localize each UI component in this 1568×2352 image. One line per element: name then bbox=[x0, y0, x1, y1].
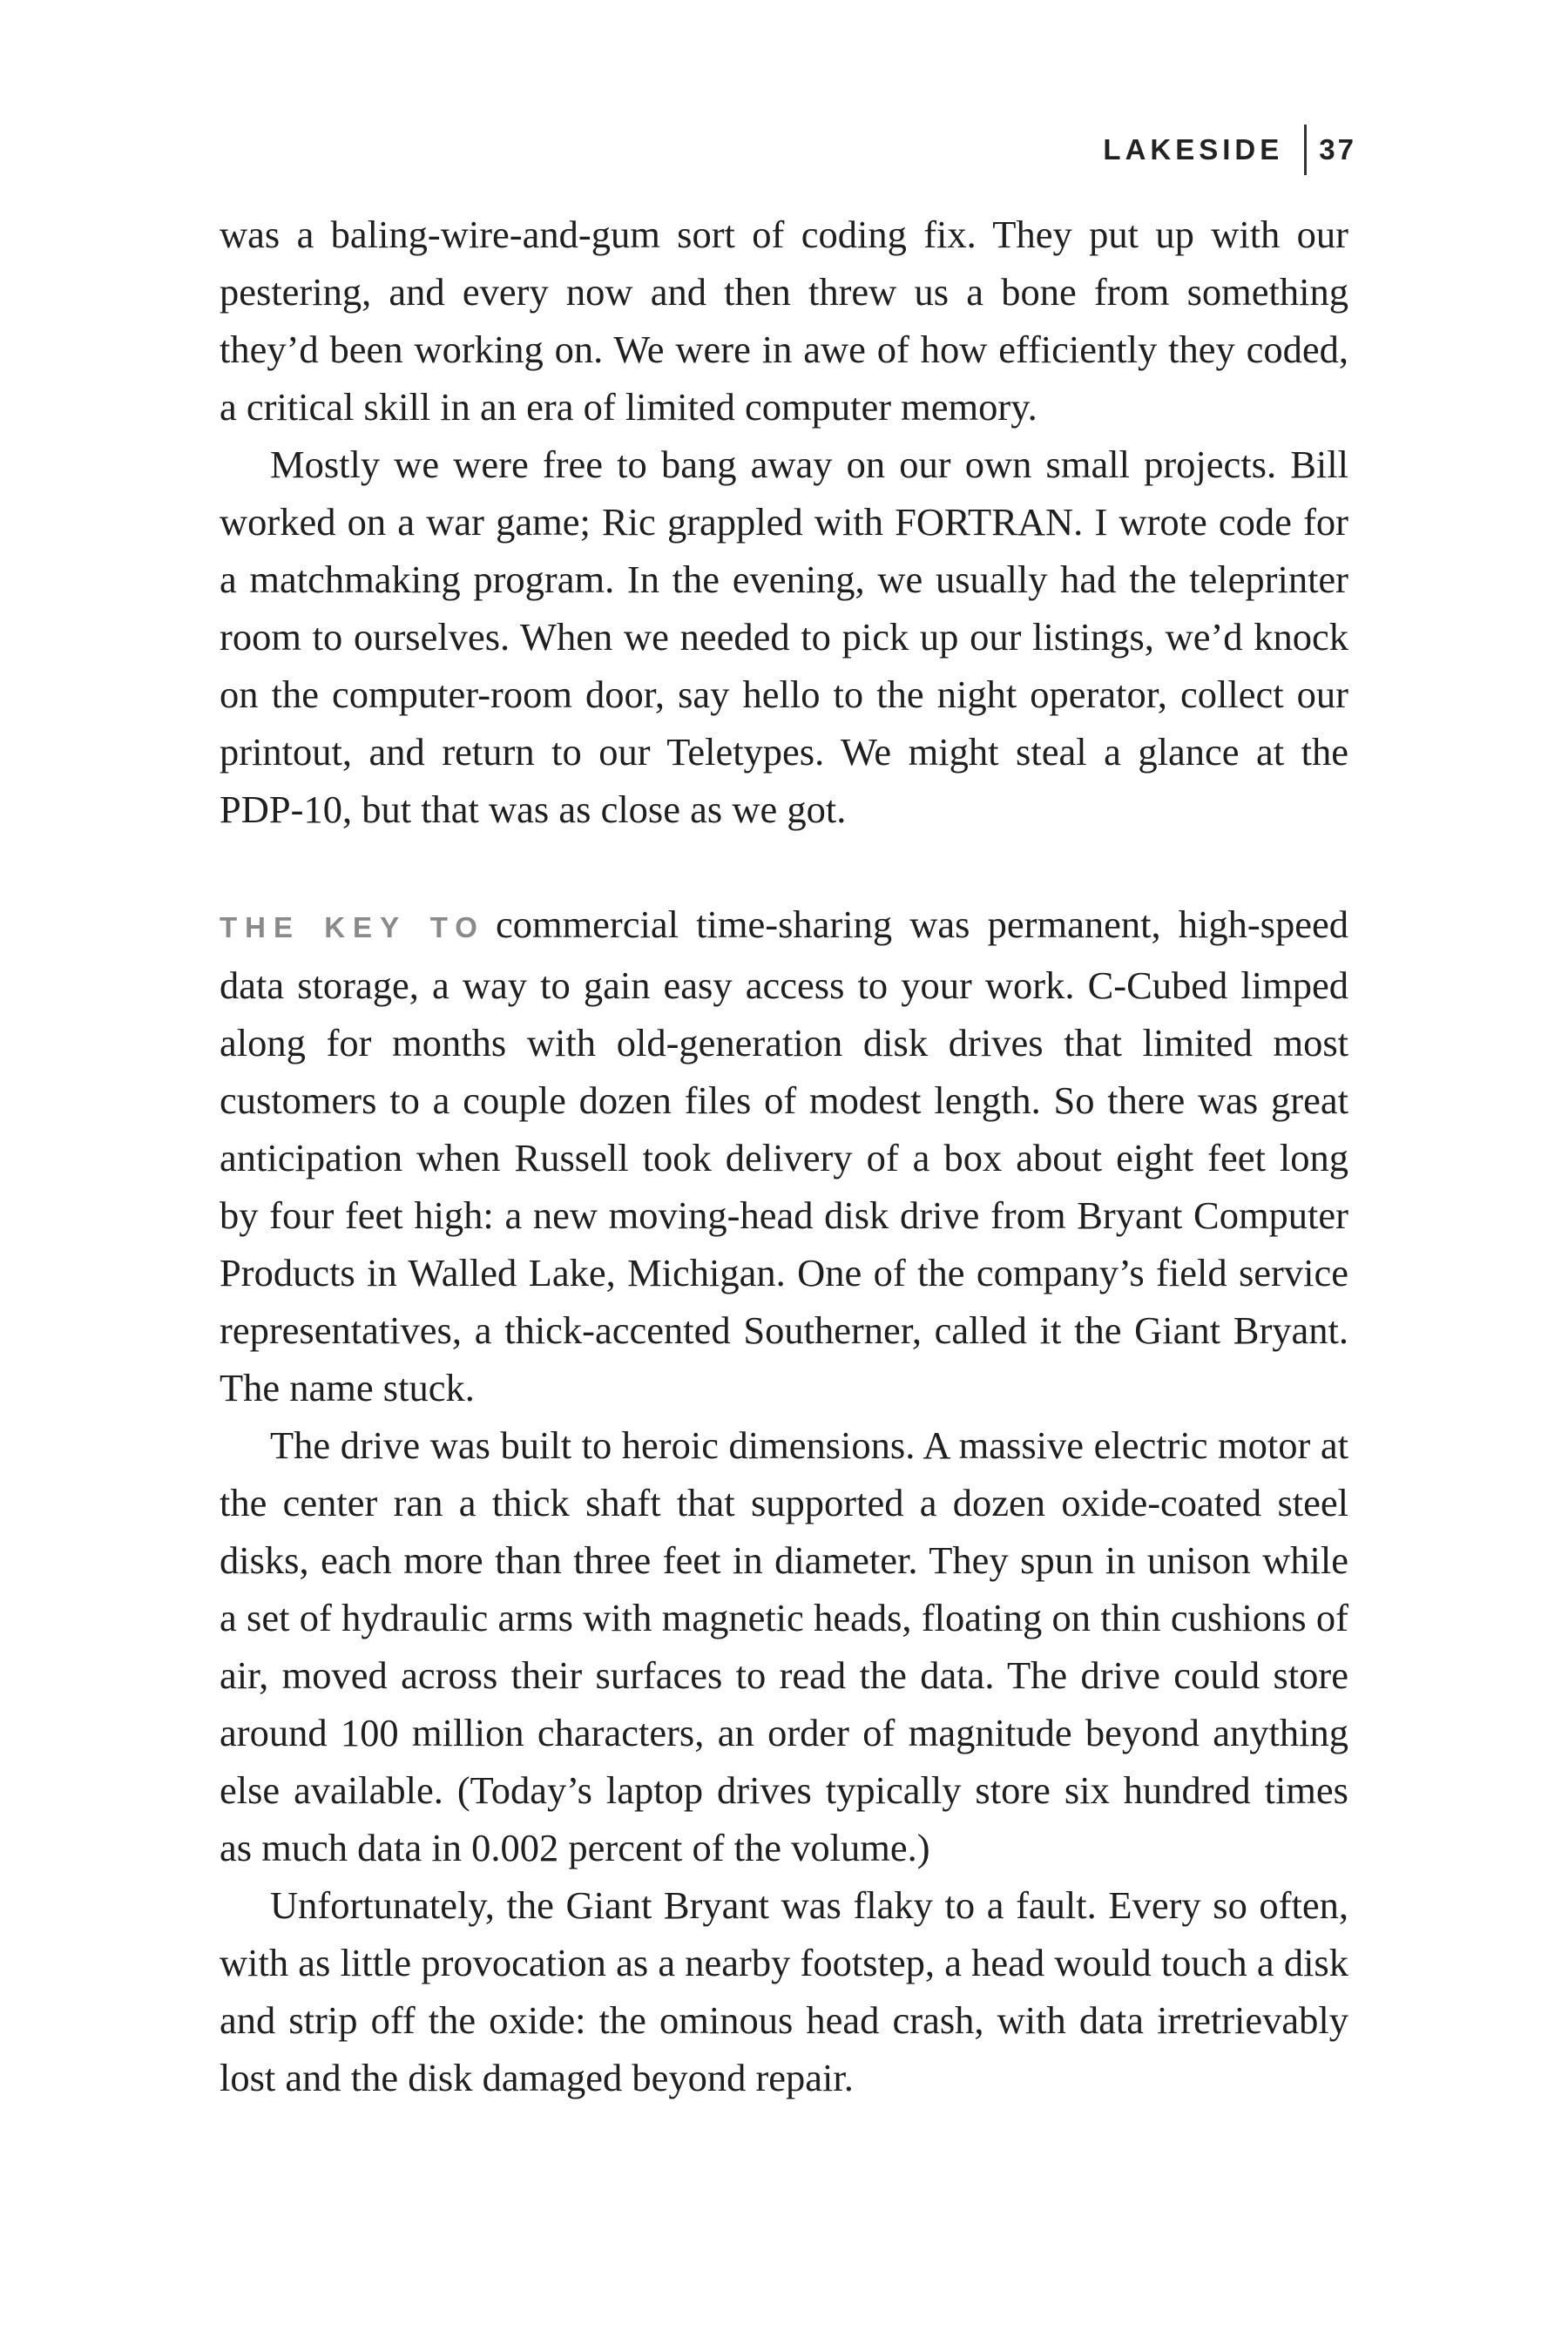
running-head-divider bbox=[1304, 125, 1307, 175]
running-head bbox=[1103, 127, 1356, 172]
paragraph-5: Unfortunately, the Giant Bryant was flaky to a fault. Every so often, with as little provocation as a nearby footstep, a head would touch a disk and strip off the oxide: the ominous head crash, with data irretrievably lost and the disk damaged beyond repair. bbox=[220, 1883, 1348, 2099]
running-head-section: LAKESIDE bbox=[1103, 133, 1284, 166]
paragraph-3 bbox=[220, 896, 1348, 1416]
body-text bbox=[220, 206, 1348, 2106]
section-lead-in: THE KEY TO bbox=[220, 911, 485, 943]
paragraph-3-text: commercial time-sharing was permanent, high-speed data storage, a way to gain easy access to your work. C-Cubed limped along for months with old-generation disk drives that limited most customers to a couple dozen files of modest length. So there was great anticipation when Russell took delivery of a box about eight feet long by four feet high: a new moving-head disk drive from Bryant Computer Products in Walled Lake, Michigan. One of the company’s field service representatives, a thick-accented Southerner, called it the Giant Bryant. The name stuck. bbox=[220, 902, 1349, 1409]
page-number: 37 bbox=[1319, 133, 1356, 166]
paragraph-2: Mostly we were free to bang away on our own small projects. Bill worked on a war game; Ric grappled with FORTRAN. I wrote code for a matchmaking program. In the evening, we usually had the teleprinter room to ourselves. When we needed to pick up our listings, we’d knock on the computer-room door, say hello to the night operator, collect our printout, and return to our Teletypes. We might steal a glance at the PDP-10, but that was as close as we got. bbox=[220, 443, 1348, 831]
section-break bbox=[220, 838, 1348, 896]
paragraph-1: was a baling-wire-and-gum sort of coding fix. They put up with our pestering, and every now and then threw us a bone from something they’d been working on. We were in awe of how efficiently they coded, a critical skill in an era of limited computer memory. bbox=[220, 213, 1348, 429]
paragraph-4: The drive was built to heroic dimensions. A massive electric motor at the center ran a thick shaft that supported a dozen oxide-coated steel disks, each more than three feet in diameter. They spun in unison while a set of hydraulic arms with magnetic heads, floating on thin cushions of air, moved across their surfaces to read the data. The drive could store around 100 million characters, an order of magnitude beyond anything else available. (Today’s laptop drives typically store six hundred times as much data in 0.002 percent of the volume.) bbox=[220, 1423, 1348, 1869]
